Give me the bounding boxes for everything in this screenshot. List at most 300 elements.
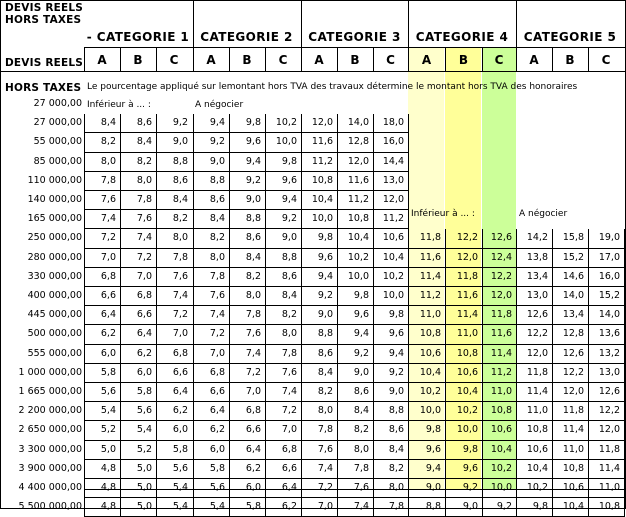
row-amount: 5 500 000,00 <box>18 501 82 513</box>
table-cell: 10,4 <box>490 443 512 455</box>
table-cell: 5,8 <box>209 462 225 474</box>
table-cell: 6,4 <box>245 443 261 455</box>
table-cell: 10,4 <box>419 366 441 378</box>
table-cell: 9,4 <box>317 270 333 282</box>
table-cell: 15,8 <box>562 232 584 244</box>
table-cell: 8,6 <box>281 270 297 282</box>
row-amount: 27 000,00 <box>33 117 82 129</box>
grid-line <box>229 47 230 71</box>
percentage-note: Le pourcentage appliqué sur lemontant hors TVA des travaux détermine le montant hors TVA des honoraires <box>87 82 578 92</box>
grid-line <box>624 325 625 344</box>
table-cell: 8,4 <box>317 366 333 378</box>
table-cell: 8,6 <box>245 232 261 244</box>
table-cell: 6,4 <box>281 482 297 493</box>
table-cell: 11,2 <box>311 155 333 167</box>
table-cell: 11,8 <box>456 270 478 282</box>
table-cell: 10,4 <box>456 386 478 397</box>
grid-line <box>624 441 625 460</box>
table-cell: 9,8 <box>462 443 478 455</box>
table-cell: 8,0 <box>100 155 116 167</box>
table-cell: 8,0 <box>136 174 152 186</box>
table-cell: 5,6 <box>209 482 225 493</box>
table-cell: 9,4 <box>281 194 297 205</box>
grid-line <box>624 402 625 421</box>
grid-line <box>624 249 625 268</box>
table-cell: 10,8 <box>311 174 333 186</box>
table-cell: 12,0 <box>456 251 478 263</box>
row-amount: 140 000,00 <box>27 194 82 205</box>
grid-line <box>624 498 625 517</box>
table-cell: 10,6 <box>490 424 512 436</box>
table-cell: 17,0 <box>598 251 620 263</box>
table-cell: 11,2 <box>347 194 369 205</box>
table-cell: 6,4 <box>100 309 116 321</box>
table-cell: 9,6 <box>425 443 441 455</box>
table-cell: 10,6 <box>526 443 548 455</box>
table-cell: 7,6 <box>281 366 297 378</box>
table-cell: 5,4 <box>172 501 188 513</box>
grid-line <box>445 47 446 71</box>
table-cell: 5,6 <box>172 462 188 474</box>
table-cell: 12,6 <box>598 386 620 397</box>
table-cell: 9,8 <box>317 232 333 244</box>
table-cell: 9,0 <box>245 194 261 205</box>
table-cell: 5,4 <box>136 424 152 436</box>
table-cell: 9,2 <box>209 136 225 148</box>
table-cell: 8,0 <box>172 232 188 244</box>
table-cell: 12,0 <box>382 194 404 205</box>
table-cell: 8,0 <box>388 482 404 493</box>
grid-line <box>0 0 626 1</box>
table-cell: 8,8 <box>317 328 333 340</box>
table-cell: 6,6 <box>245 424 261 436</box>
table-cell: 5,0 <box>100 443 116 455</box>
table-cell: 7,4 <box>209 309 225 321</box>
table-cell: 14,2 <box>526 232 548 244</box>
table-cell: 9,2 <box>172 117 188 129</box>
row-amount: 2 650 000,00 <box>18 424 82 436</box>
grid-line <box>84 401 624 402</box>
table-cell: 11,0 <box>598 482 620 493</box>
table-cell: 6,6 <box>281 462 297 474</box>
table-cell: 11,8 <box>598 443 620 455</box>
cat4-b-highlight <box>445 47 481 489</box>
table-cell: 8,4 <box>100 117 116 129</box>
grid-line <box>624 268 625 287</box>
grid-line <box>624 287 625 306</box>
table-cell: 6,6 <box>100 290 116 301</box>
table-cell: 6,2 <box>100 328 116 340</box>
table-cell: 15,2 <box>598 290 620 301</box>
grid-line <box>408 191 409 210</box>
row-amount: 110 000,00 <box>27 174 82 186</box>
table-cell: 5,0 <box>136 501 152 513</box>
row-amount: 27 000,00 <box>33 98 82 109</box>
table-cell: 12,0 <box>347 155 369 167</box>
table-cell: 7,8 <box>388 501 404 513</box>
table-cell: 7,0 <box>136 270 152 282</box>
table-cell: 14,0 <box>562 290 584 301</box>
table-cell: 8,2 <box>172 213 188 225</box>
table-cell: 9,2 <box>353 347 369 359</box>
grid-line <box>337 47 338 71</box>
table-cell: 7,6 <box>100 194 116 205</box>
table-cell: 6,2 <box>281 501 297 513</box>
row-amount: 4 400 000,00 <box>18 482 82 493</box>
table-cell: 6,4 <box>136 328 152 340</box>
table-cell: 6,0 <box>172 424 188 436</box>
table-cell: 11,4 <box>598 462 620 474</box>
table-cell: 9,2 <box>281 213 297 225</box>
table-cell: 5,8 <box>172 443 188 455</box>
table-cell: 4,8 <box>100 501 116 513</box>
table-cell: 8,2 <box>281 309 297 321</box>
table-cell: 7,2 <box>136 251 152 263</box>
table-cell: 7,2 <box>245 366 261 378</box>
grid-line <box>84 478 624 479</box>
row-amount: 55 000,00 <box>33 136 82 148</box>
grid-line <box>624 364 625 383</box>
table-cell: 8,4 <box>209 213 225 225</box>
table-cell: 8,6 <box>136 117 152 129</box>
table-cell: 10,2 <box>347 251 369 263</box>
subcolumn-header: C <box>169 53 179 67</box>
table-cell: 7,4 <box>317 462 333 474</box>
table-cell: 5,6 <box>100 386 116 397</box>
table-cell: 10,8 <box>490 405 512 417</box>
table-cell: 13,6 <box>598 328 620 340</box>
table-cell: 8,2 <box>136 155 152 167</box>
table-cell: 7,6 <box>172 270 188 282</box>
table-cell: 6,8 <box>136 290 152 301</box>
table-cell: 11,8 <box>490 309 512 321</box>
table-cell: 16,0 <box>382 136 404 148</box>
table-cell: 9,6 <box>317 251 333 263</box>
table-cell: 12,6 <box>526 309 548 321</box>
row-amount: 165 000,00 <box>27 213 82 225</box>
row-amount: 1 000 000,00 <box>18 366 82 378</box>
table-cell: 9,8 <box>281 155 297 167</box>
table-cell: 11,2 <box>419 290 441 301</box>
table-cell: 6,2 <box>136 347 152 359</box>
table-cell: 12,0 <box>526 347 548 359</box>
table-cell: 16,0 <box>598 270 620 282</box>
table-cell: 10,4 <box>382 251 404 263</box>
table-cell: 9,4 <box>388 347 404 359</box>
table-cell: 8,8 <box>245 213 261 225</box>
table-cell: 9,0 <box>209 155 225 167</box>
negocier-label-cat2: A négocier <box>195 100 244 110</box>
table-cell: 10,6 <box>562 482 584 493</box>
grid-line <box>624 345 625 364</box>
table-cell: 14,4 <box>382 155 404 167</box>
table-cell: 7,4 <box>172 290 188 301</box>
table-cell: 7,8 <box>245 309 261 321</box>
table-cell: 8,6 <box>317 347 333 359</box>
table-cell: 6,6 <box>136 309 152 321</box>
row-amount: 1 665 000,00 <box>18 386 82 397</box>
table-cell: 7,4 <box>136 232 152 244</box>
grid-line <box>84 286 624 287</box>
table-cell: 11,4 <box>562 424 584 436</box>
table-cell: 5,6 <box>136 405 152 417</box>
grid-line <box>84 47 625 48</box>
table-cell: 6,6 <box>209 386 225 397</box>
table-cell: 6,2 <box>172 405 188 417</box>
table-cell: 7,6 <box>209 290 225 301</box>
table-cell: 8,0 <box>281 328 297 340</box>
table-cell: 11,4 <box>456 309 478 321</box>
table-cell: 11,0 <box>456 328 478 340</box>
table-cell: 11,0 <box>490 386 512 397</box>
table-cell: 9,0 <box>281 232 297 244</box>
grid-line <box>156 47 157 71</box>
row-amount: 3 300 000,00 <box>18 443 82 455</box>
table-cell: 10,2 <box>490 462 512 474</box>
table-cell: 4,8 <box>100 462 116 474</box>
table-cell: 11,4 <box>526 386 548 397</box>
table-cell: 13,2 <box>598 347 620 359</box>
subcolumn-header: B <box>350 53 360 67</box>
grid-line <box>84 228 408 229</box>
table-cell: 6,2 <box>245 462 261 474</box>
table-cell: 12,6 <box>562 347 584 359</box>
subcolumn-header: A <box>529 53 539 67</box>
row-amount: 250 000,00 <box>27 232 82 244</box>
table-cell: 9,4 <box>425 462 441 474</box>
grid-line <box>84 47 85 71</box>
table-cell: 14,0 <box>347 117 369 129</box>
table-cell: 9,2 <box>245 174 261 186</box>
table-cell: 5,8 <box>100 366 116 378</box>
table-cell: 8,8 <box>281 251 297 263</box>
table-cell: 8,2 <box>317 386 333 397</box>
table-cell: 10,6 <box>382 232 404 244</box>
table-cell: 7,6 <box>136 213 152 225</box>
table-cell: 6,0 <box>245 482 261 493</box>
subcolumn-header: C <box>494 53 504 67</box>
grid-line <box>0 0 1 509</box>
grid-line <box>84 363 624 364</box>
table-cell: 7,2 <box>281 405 297 417</box>
table-cell: 7,2 <box>317 482 333 493</box>
table-cell: 7,8 <box>209 270 225 282</box>
table-cell: 7,8 <box>317 424 333 436</box>
table-cell: 7,0 <box>245 386 261 397</box>
grid-line <box>408 114 409 133</box>
table-cell: 10,8 <box>419 328 441 340</box>
table-cell: 6,4 <box>172 386 188 397</box>
subcolumn-header: C <box>386 53 395 67</box>
subcolumn-header: A <box>314 53 324 67</box>
table-cell: 7,0 <box>172 328 188 340</box>
table-cell: 10,0 <box>419 405 441 417</box>
title-line2: HORS TAXES <box>5 14 82 26</box>
table-cell: 11,4 <box>490 347 512 359</box>
table-cell: 10,4 <box>347 232 369 244</box>
negocier-label-cat5: A négocier <box>519 209 568 219</box>
table-cell: 7,8 <box>100 174 116 186</box>
row-amount: 400 000,00 <box>27 290 82 301</box>
subcolumn-header: A <box>206 53 216 67</box>
table-cell: 8,6 <box>209 194 225 205</box>
table-cell: 11,8 <box>562 405 584 417</box>
table-cell: 6,0 <box>209 443 225 455</box>
table-cell: 8,2 <box>209 232 225 244</box>
table-cell: 11,4 <box>419 270 441 282</box>
table-cell: 11,6 <box>419 251 441 263</box>
table-cell: 6,8 <box>172 347 188 359</box>
table-cell: 8,0 <box>209 251 225 263</box>
grid-line <box>408 133 409 152</box>
table-cell: 7,8 <box>281 347 297 359</box>
table-cell: 6,8 <box>245 405 261 417</box>
table-cell: 7,0 <box>317 501 333 513</box>
table-cell: 12,0 <box>562 386 584 397</box>
table-cell: 7,2 <box>100 232 116 244</box>
table-cell: 7,6 <box>245 328 261 340</box>
grid-line <box>408 210 409 229</box>
table-cell: 8,2 <box>388 462 404 474</box>
table-cell: 6,8 <box>100 270 116 282</box>
table-cell: 8,4 <box>281 290 297 301</box>
table-cell: 7,4 <box>281 386 297 397</box>
table-cell: 6,2 <box>209 424 225 436</box>
table-cell: 8,4 <box>388 443 404 455</box>
table-cell: 7,0 <box>100 251 116 263</box>
table-cell: 7,4 <box>100 213 116 225</box>
table-cell: 8,8 <box>172 155 188 167</box>
grid-line <box>84 190 408 191</box>
table-cell: 7,4 <box>245 347 261 359</box>
table-cell: 18,0 <box>382 117 404 129</box>
table-cell: 7,8 <box>172 251 188 263</box>
cat4-c-highlight <box>482 47 516 489</box>
table-cell: 12,2 <box>598 405 620 417</box>
table-cell: 9,8 <box>388 309 404 321</box>
grid-line <box>84 71 625 72</box>
table-cell: 6,8 <box>209 366 225 378</box>
table-cell: 8,0 <box>317 405 333 417</box>
table-cell: 15,2 <box>562 251 584 263</box>
table-cell: 10,0 <box>382 290 404 301</box>
table-cell: 8,2 <box>245 270 261 282</box>
grid-line <box>84 344 624 345</box>
table-cell: 7,6 <box>317 443 333 455</box>
grid-line <box>84 152 408 153</box>
table-cell: 12,8 <box>562 328 584 340</box>
table-cell: 12,2 <box>526 328 548 340</box>
grid-line <box>624 460 625 479</box>
grid-line <box>84 420 624 421</box>
subcolumn-header: A <box>97 53 107 67</box>
table-cell: 8,6 <box>353 386 369 397</box>
grid-line <box>301 47 302 71</box>
table-cell: 6,6 <box>172 366 188 378</box>
table-cell: 10,2 <box>382 270 404 282</box>
table-cell: 7,2 <box>172 309 188 321</box>
table-cell: 12,0 <box>490 290 512 301</box>
table-cell: 5,4 <box>209 501 225 513</box>
table-cell: 10,0 <box>456 424 478 436</box>
table-cell: 5,8 <box>245 501 261 513</box>
table-cell: 10,4 <box>562 501 584 513</box>
table-cell: 8,4 <box>136 136 152 148</box>
table-cell: 9,0 <box>353 366 369 378</box>
table-cell: 10,0 <box>347 270 369 282</box>
table-cell: 9,0 <box>317 309 333 321</box>
table-cell: 8,8 <box>209 174 225 186</box>
table-cell: 19,0 <box>598 232 620 244</box>
subcolumn-header: A <box>421 53 432 67</box>
table-cell: 10,2 <box>456 405 478 417</box>
subcolumn-header: B <box>565 53 575 67</box>
table-cell: 8,4 <box>245 251 261 263</box>
table-cell: 8,4 <box>353 405 369 417</box>
row-amount: 330 000,00 <box>27 270 82 282</box>
table-cell: 8,2 <box>353 424 369 436</box>
grid-line <box>516 47 517 71</box>
table-cell: 10,2 <box>275 117 297 129</box>
table-cell: 11,0 <box>419 309 441 321</box>
title-line1: DEVIS REELS <box>5 2 84 14</box>
table-cell: 7,0 <box>281 424 297 436</box>
grid-line <box>408 47 409 71</box>
table-cell: 6,0 <box>136 366 152 378</box>
table-cell: 9,4 <box>245 155 261 167</box>
table-cell: 11,6 <box>490 328 512 340</box>
grid-line <box>120 47 121 71</box>
hors-taxes-label: HORS TAXES <box>5 82 82 94</box>
table-cell: 12,6 <box>490 232 512 244</box>
grid-line <box>84 248 624 249</box>
row-amount: 85 000,00 <box>33 155 82 167</box>
table-cell: 12,8 <box>347 136 369 148</box>
table-cell: 9,8 <box>245 117 261 129</box>
table-cell: 13,0 <box>526 290 548 301</box>
table-cell: 10,0 <box>275 136 297 148</box>
grid-line <box>84 497 624 498</box>
subcolumn-header: C <box>278 53 288 67</box>
category-4-header: CATEGORIE 4 <box>415 30 509 44</box>
row-amount: 555 000,00 <box>27 347 82 359</box>
table-cell: 10,8 <box>598 501 620 513</box>
category-2-header: CATEGORIE 2 <box>200 30 293 44</box>
table-cell: 9,4 <box>353 328 369 340</box>
table-cell: 9,6 <box>388 328 404 340</box>
table-cell: 11,6 <box>311 136 333 148</box>
table-cell: 12,2 <box>456 232 478 244</box>
table-cell: 7,8 <box>136 194 152 205</box>
category-5-header: CATEGORIE 5 <box>523 30 617 44</box>
table-cell: 14,0 <box>598 309 620 321</box>
grid-line <box>588 47 589 71</box>
devis-reels-label: DEVIS REELS <box>5 57 84 69</box>
cat4-a-highlight <box>408 47 444 489</box>
table-cell: 9,0 <box>388 386 404 397</box>
table-cell: 7,6 <box>353 482 369 493</box>
grid-line <box>482 47 483 71</box>
table-cell: 10,8 <box>562 462 584 474</box>
table-cell: 8,6 <box>172 174 188 186</box>
table-cell: 7,2 <box>209 328 225 340</box>
table-cell: 6,8 <box>281 443 297 455</box>
table-cell: 4,8 <box>100 482 116 493</box>
table-cell: 11,0 <box>526 405 548 417</box>
table-cell: 9,2 <box>496 501 512 513</box>
subcolumn-header: C <box>601 53 611 67</box>
table-cell: 10,6 <box>419 347 441 359</box>
